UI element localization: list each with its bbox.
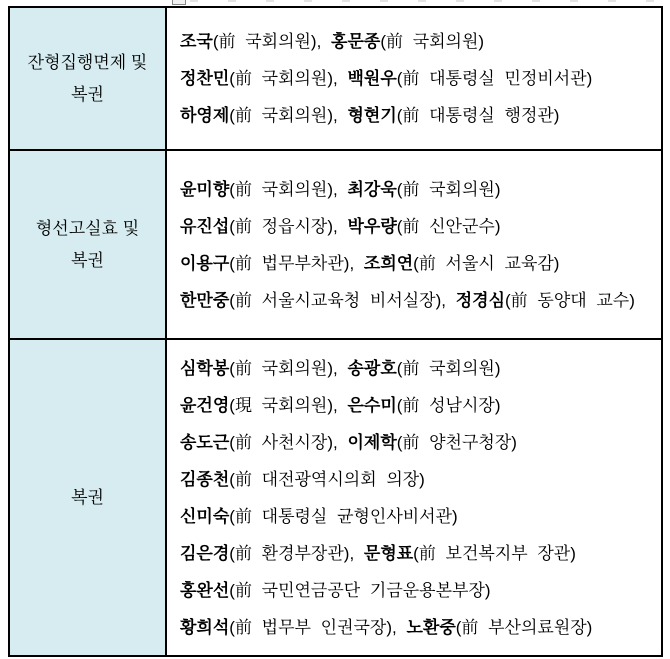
person-name: 조희연 [363, 253, 414, 273]
person-line: 김은경(前 환경부장관), 문형표(前 보건복지부 장관) [180, 543, 576, 563]
category-label: 복권 [71, 84, 104, 104]
person-name: 홍문종 [331, 32, 381, 51]
person-role: (前 성남시장) [396, 395, 501, 415]
person-name: 유진섭 [180, 216, 230, 236]
category-label: 잔형집행면제 및 [27, 52, 148, 72]
person-name: 한만중 [180, 290, 230, 310]
person-name: 박우량 [347, 216, 397, 236]
person-line [180, 461, 657, 498]
person-line: 하영제(前 국회의원), 형현기(前 대통령실 행정관) [180, 106, 560, 125]
table-row-remission [9, 7, 662, 150]
person-line: 황희석(前 법무부 인권국장), 노환중(前 부산의료원장) [180, 617, 593, 637]
person-role: (前 대전광역시의회 의장) [229, 469, 425, 489]
person-role: (前 국회의원) [229, 106, 334, 125]
category-label: 복권 [71, 487, 104, 507]
person-name: 노환중 [406, 617, 456, 637]
people-cell-remission [166, 7, 662, 150]
person-name: 신미숙 [180, 506, 230, 526]
person-role: (現 국회의원) [229, 395, 334, 415]
person-role: (前 동양대 교수) [505, 290, 635, 310]
person-role: (前 부산의료원장) [455, 617, 593, 637]
people-list [180, 350, 657, 646]
person-line: 윤건영(現 국회의원), 은수미(前 성남시장) [180, 395, 501, 415]
person-line: 심학봉(前 국회의원), 송광호(前 국회의원) [180, 358, 501, 378]
person-role: (前 법무부차관) [229, 253, 350, 273]
people-cell-nullification [166, 150, 662, 339]
person-name: 홍완선 [180, 580, 230, 600]
people-list [180, 23, 657, 134]
category-cell-reinstatement [9, 339, 166, 656]
category-cell-remission [9, 7, 166, 150]
person-line: 유진섭(前 정읍시장), 박우량(前 신안군수) [180, 216, 501, 236]
category-label: 복권 [71, 250, 104, 270]
person-name: 윤건영 [180, 395, 230, 415]
person-role: (前 대통령실 균형인사비서관) [229, 506, 458, 526]
cropped-ruler-marks [190, 0, 668, 2]
person-line: 이용구(前 법무부차관), 조희연(前 서울시 교육감) [180, 253, 560, 273]
person-name: 심학봉 [180, 358, 230, 378]
person-role: (前 사천시장) [229, 432, 334, 452]
person-name: 조국 [180, 32, 213, 51]
person-line: 송도근(前 사천시장), 이제학(前 양천구청장) [180, 432, 517, 452]
person-role: (前 국회의원) [229, 358, 334, 378]
person-name: 송광호 [347, 358, 397, 378]
person-line [180, 498, 657, 535]
person-role: (前 국회의원) [380, 32, 485, 51]
person-role: (前 서울시교육청 비서실장) [229, 290, 442, 310]
people-list [180, 171, 657, 319]
person-name: 김은경 [180, 543, 230, 563]
person-line: 윤미향(前 국회의원), 최강욱(前 국회의원) [180, 179, 501, 199]
person-name: 백원우 [347, 69, 397, 88]
person-role: (前 양천구청장) [396, 432, 517, 452]
person-role: (前 국회의원) [396, 358, 501, 378]
person-line: 정찬민(前 국회의원), 백원우(前 대통령실 민정비서관) [180, 69, 593, 88]
person-role: (前 국회의원) [229, 179, 334, 199]
person-name: 정찬민 [180, 69, 230, 88]
person-name: 이용구 [180, 253, 230, 273]
person-name: 하영제 [180, 106, 230, 125]
person-role: (前 환경부장관) [229, 543, 350, 563]
category-cell-nullification [9, 150, 166, 339]
pardon-categories-table [8, 6, 663, 657]
person-role: (前 서울시 교육감) [413, 253, 560, 273]
person-name: 이제학 [347, 432, 397, 452]
category-label: 형선고실효 및 [35, 218, 140, 238]
people-cell-reinstatement [166, 339, 662, 656]
person-name: 황희석 [180, 617, 230, 637]
person-role: (前 보건복지부 장관) [413, 543, 576, 563]
table-row-reinstatement [9, 339, 662, 656]
person-role: (前 국회의원) [212, 32, 317, 51]
person-name: 윤미향 [180, 179, 230, 199]
table-row-nullification [9, 150, 662, 339]
cropped-table-handle [172, 0, 186, 5]
person-line: 조국(前 국회의원), 홍문종(前 국회의원) [180, 32, 485, 51]
person-role: (前 대통령실 민정비서관) [396, 69, 593, 88]
person-name: 문형표 [363, 543, 414, 563]
person-name: 은수미 [347, 395, 397, 415]
person-role: (前 국회의원) [229, 69, 334, 88]
person-role: (前 국민연금공단 기금운용본부장) [229, 580, 491, 600]
person-role: (前 법무부 인권국장) [229, 617, 393, 637]
person-line: 한만중(前 서울시교육청 비서실장), 정경심(前 동양대 교수) [180, 290, 635, 310]
person-role: (前 대통령실 행정관) [396, 106, 560, 125]
person-name: 최강욱 [347, 179, 397, 199]
person-role: (前 신안군수) [396, 216, 501, 236]
person-name: 김종천 [180, 469, 230, 489]
person-name: 송도근 [180, 432, 230, 452]
person-role: (前 국회의원) [396, 179, 501, 199]
person-line [180, 572, 657, 609]
person-name: 정경심 [455, 290, 506, 310]
person-name: 형현기 [347, 106, 397, 125]
person-role: (前 정읍시장) [229, 216, 334, 236]
